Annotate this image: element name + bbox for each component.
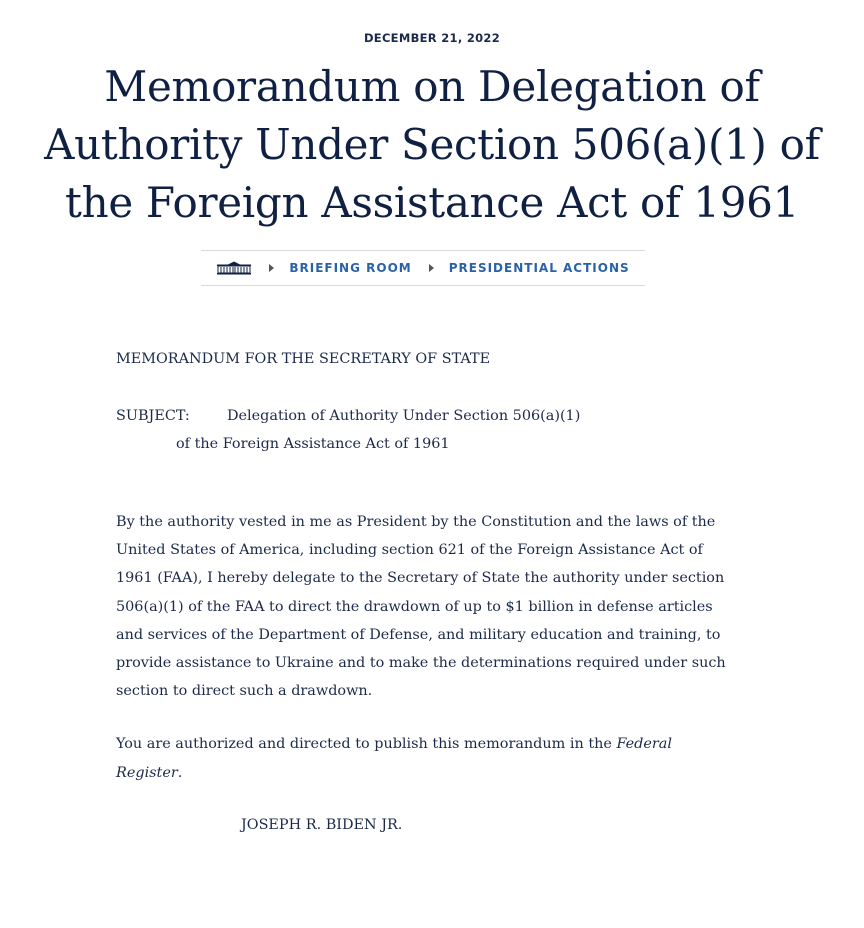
memo-subject [116, 402, 736, 458]
federal-register-emphasis: Federal Register [116, 736, 672, 781]
paragraph-2-suffix: . [177, 764, 183, 781]
chevron-right-icon [269, 264, 274, 272]
breadcrumb [201, 250, 645, 286]
chevron-right-icon [429, 264, 434, 272]
memo-paragraph-1: By the authority vested in me as President by the Constitution and the laws of the United States of America, including section 621 of the Foreign Assistance Act of 1961 (FAA), I hereby delegate to the Secretary of State the authority under section 506(a)(1) of the FAA to direct the drawdown of up to $1 billion in defense articles and services of the Department of Defense, and military education and training, to provide assistance to Ukraine and to make the determinations required under such section to direct such a drawdown. [116, 514, 726, 700]
paragraph-2-prefix: You are authorized and directed to publish this memorandum in the [116, 736, 617, 752]
signature: JOSEPH R. BIDEN JR. [241, 817, 403, 833]
subject-label: SUBJECT: [116, 408, 190, 424]
publish-date: DECEMBER 21, 2022 [363, 31, 501, 45]
memo-paragraph-2 [116, 730, 736, 787]
subject-line-1: Delegation of Authority Under Section 506(a)(1) [227, 408, 581, 424]
white-house-icon[interactable] [216, 261, 252, 275]
breadcrumb-presidential-actions[interactable]: PRESIDENTIAL ACTIONS [448, 261, 630, 275]
page-title: Memorandum on Delegation of Authority Under Section 506(a)(1) of the Foreign Assistance Act of 1961 [44, 62, 820, 227]
subject-line-2: of the Foreign Assistance Act of 1961 [176, 436, 450, 452]
memo-addressee: MEMORANDUM FOR THE SECRETARY OF STATE [116, 351, 491, 367]
breadcrumb-briefing-room[interactable]: BRIEFING ROOM [289, 261, 412, 275]
